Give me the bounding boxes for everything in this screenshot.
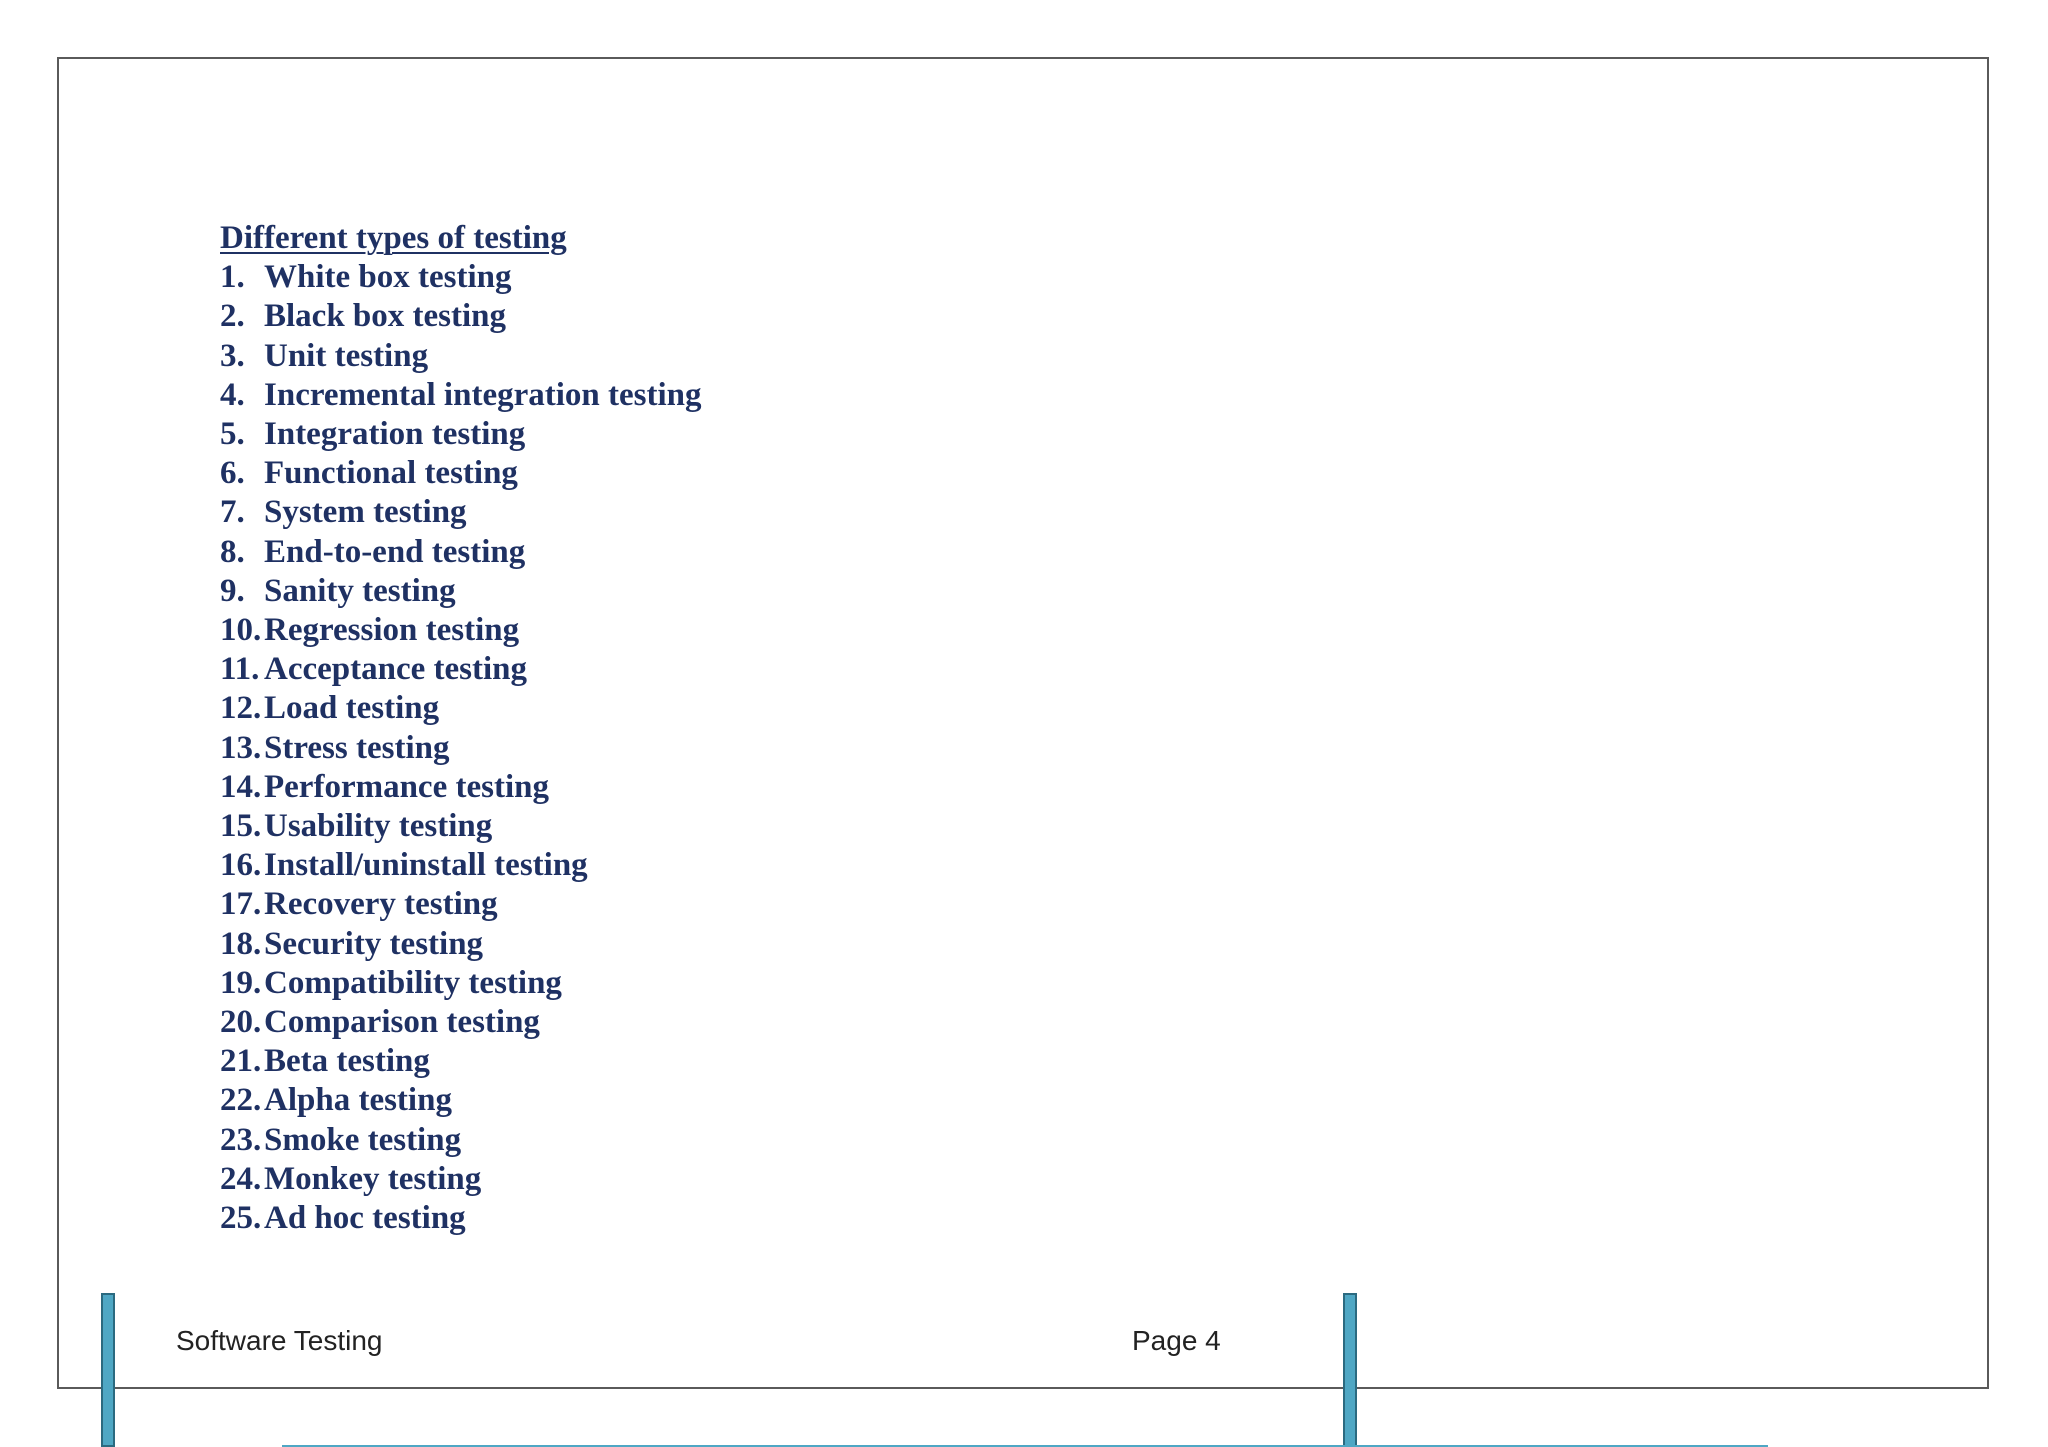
list-item-label: Comparison testing [264,1004,540,1041]
list-item-label: Usability testing [264,808,493,845]
list-item [220,337,702,376]
list-item [220,846,702,885]
list-item-number: 16. [220,847,262,884]
list-item-label: Regression testing [264,612,520,649]
list-item-number: 6. [220,455,245,492]
list-item-label: End-to-end testing [264,533,526,570]
list-item [220,1081,702,1120]
list-item [220,533,702,572]
list-item-number: 1. [220,259,245,296]
list-item-label: Recovery testing [264,886,498,923]
list-item [220,650,702,689]
list-item-number: 3. [220,337,245,374]
list-item-label: Install/uninstall testing [264,847,588,884]
list-item-number: 9. [220,572,245,609]
list-item-label: Unit testing [264,337,429,374]
document-body [220,219,702,1238]
list-item-label: Monkey testing [264,1160,482,1197]
list-item-number: 7. [220,494,245,531]
list-item [220,689,702,728]
list-item-label: Functional testing [264,455,518,492]
footer-right-accent-bar [1343,1293,1357,1447]
list-item-label: Compatibility testing [264,964,562,1001]
list-item [220,297,702,336]
list-item [220,768,702,807]
list-item [220,729,702,768]
list-item-label: Load testing [264,690,440,727]
list-item [220,1160,702,1199]
list-item [220,376,702,415]
list-item [220,964,702,1003]
list-item-label: Security testing [264,925,484,962]
list-item-label: Black box testing [264,298,507,335]
list-item [220,1042,702,1081]
list-item-number: 13. [220,729,262,766]
list-item [220,454,702,493]
list-item-label: Smoke testing [264,1121,462,1158]
list-item-label: Stress testing [264,729,450,766]
list-item-number: 10. [220,612,262,649]
list-item-number: 11. [220,651,260,688]
footer-left-accent-bar [101,1293,115,1447]
list-item-number: 5. [220,416,245,453]
list-item-label: Sanity testing [264,572,456,609]
list-item [220,258,702,297]
list-item-label: Ad hoc testing [264,1200,466,1237]
list-item-label: Beta testing [264,1043,430,1080]
page-number: Page 4 [1132,1325,1221,1356]
list-item-label: Acceptance testing [264,651,528,688]
list-item [220,1199,702,1238]
list-item-number: 18. [220,925,262,962]
list-item-number: 4. [220,376,245,413]
list-item-number: 14. [220,768,262,805]
list-item [220,611,702,650]
list-item-number: 21. [220,1043,262,1080]
list-item-label: Alpha testing [264,1082,452,1119]
section-heading: Different types of testing [220,220,567,256]
list-item-number: 17. [220,886,262,923]
list-item [220,572,702,611]
list-item-number: 19. [220,964,262,1001]
list-item [220,1121,702,1160]
list-item-label: Integration testing [264,416,526,453]
list-item-number: 15. [220,808,262,845]
list-item [220,493,702,532]
testing-types-list [220,258,702,1238]
list-item [220,1003,702,1042]
list-item [220,925,702,964]
list-item-label: System testing [264,494,467,531]
list-item-number: 20. [220,1004,262,1041]
list-item-label: Incremental integration testing [264,376,702,413]
list-item-number: 12. [220,690,262,727]
list-item-number: 23. [220,1121,262,1158]
list-item-number: 22. [220,1082,262,1119]
footer-title: Software Testing [176,1325,383,1356]
list-item-label: Performance testing [264,768,549,805]
list-item-number: 25. [220,1200,262,1237]
list-item-number: 2. [220,298,245,335]
list-item [220,885,702,924]
list-item [220,415,702,454]
list-item [220,807,702,846]
list-item-label: White box testing [264,259,512,296]
list-item-number: 8. [220,533,245,570]
list-item-number: 24. [220,1160,262,1197]
